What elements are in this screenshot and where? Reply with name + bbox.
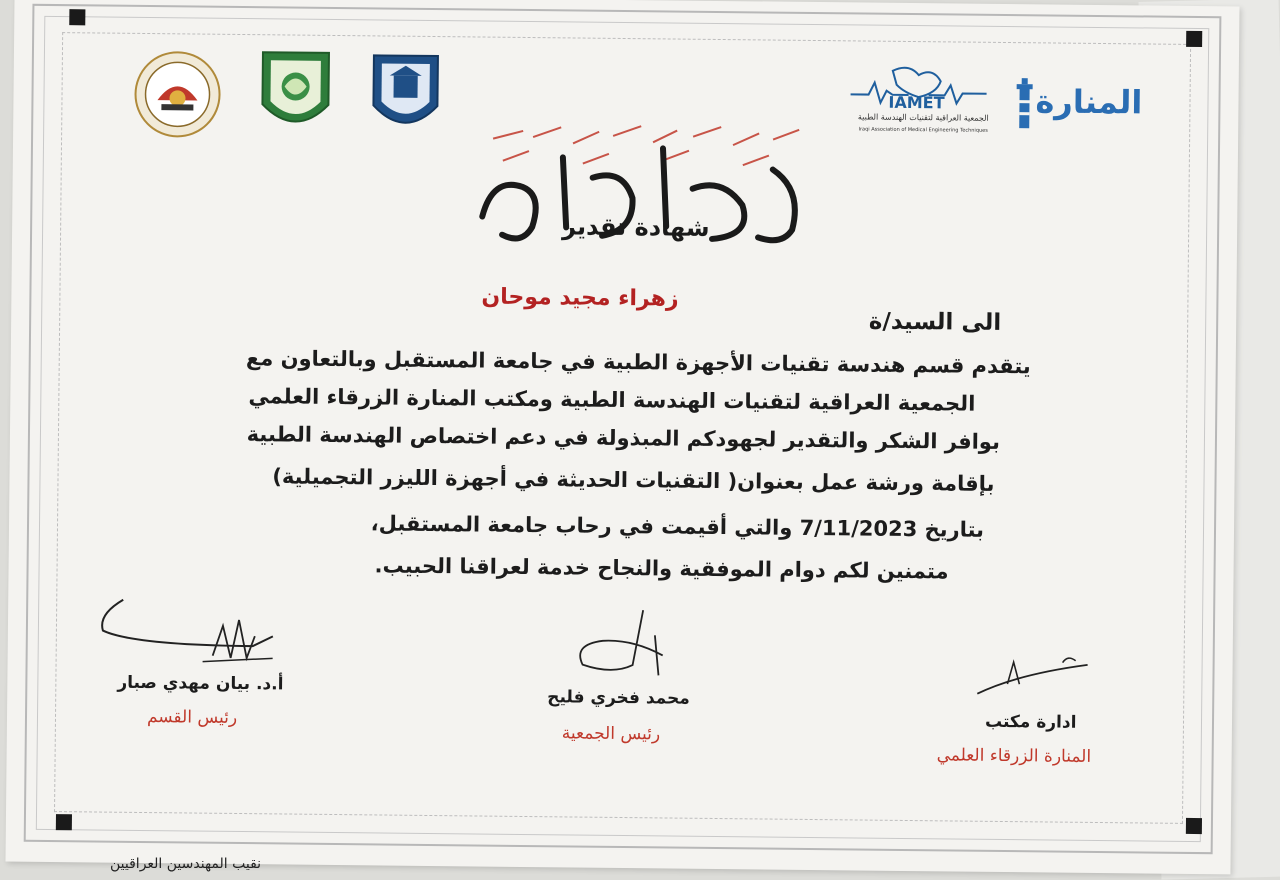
certificate-title bbox=[462, 116, 823, 260]
right-signatory-role: المنارة الزرقاء العلمي bbox=[936, 745, 1092, 767]
almanara-name: المنارة bbox=[1035, 82, 1143, 122]
body-line-2: الجمعية العراقية لتقنيات الهندسة الطبية ومكتب المنارة الزرقاء العلمي bbox=[248, 384, 976, 416]
center-signatory-name: محمد فخري فليح bbox=[547, 687, 690, 709]
right-signature-drawing bbox=[967, 644, 1098, 705]
corner-ornament bbox=[56, 814, 72, 830]
bottom-strip-text: نقيب المهندسين العراقيين bbox=[110, 856, 262, 872]
left-signatory-role: رئيس القسم bbox=[146, 707, 238, 728]
body-line-6: متمنين لكم دوام الموفقية والنجاح خدمة لعراقنا الحبيب. bbox=[374, 553, 949, 584]
body-line-5: بتاريخ 7/11/2023 والتي أقيمت في رحاب جامعة المستقبل، bbox=[370, 511, 985, 542]
right-signatory-name: ادارة مكتب bbox=[984, 711, 1077, 733]
iamet-abbr: IAMET bbox=[888, 92, 945, 113]
college-shield-logo bbox=[369, 49, 442, 144]
iamet-arabic-name: الجمعية العراقية لتقنيات الهندسة الطبية bbox=[857, 112, 989, 123]
certificate-title-text: شهادة تقدير bbox=[562, 212, 710, 242]
left-signatory-name: أ.د. بيان مهدي صبار bbox=[117, 672, 284, 695]
left-signature-drawing bbox=[92, 594, 293, 676]
recipient-label: الى السيد/ة bbox=[868, 308, 1002, 336]
body-line-4: بإقامة ورشة عمل بعنوان( التقنيات الحديثة في أجهزة الليزر التجميلية) bbox=[272, 464, 995, 496]
university-shield-logo bbox=[258, 46, 333, 143]
certificate bbox=[5, 0, 1239, 874]
corner-ornament bbox=[69, 9, 85, 25]
iamet-logo bbox=[848, 62, 994, 134]
recipient-name: زهراء مجيد موحان bbox=[481, 284, 679, 312]
lighthouse-icon bbox=[1013, 76, 1036, 132]
body-line-1: يتقدم قسم هندسة تقنيات الأجهزة الطبية في جامعة المستقبل وبالتعاون مع bbox=[245, 346, 1031, 379]
center-signatory-role: رئيس الجمعية bbox=[561, 723, 661, 745]
corner-ornament bbox=[1186, 818, 1202, 834]
center-signature-drawing bbox=[562, 604, 703, 685]
ministry-seal-logo bbox=[133, 50, 222, 143]
corner-ornament bbox=[1186, 31, 1202, 47]
body-line-3: بوافر الشكر والتقدير لجهودكم المبذولة في دعم اختصاص الهندسة الطبية bbox=[246, 422, 1001, 454]
iamet-english-name: Iraqi Association of Medical Engineering Techniques bbox=[858, 126, 988, 134]
